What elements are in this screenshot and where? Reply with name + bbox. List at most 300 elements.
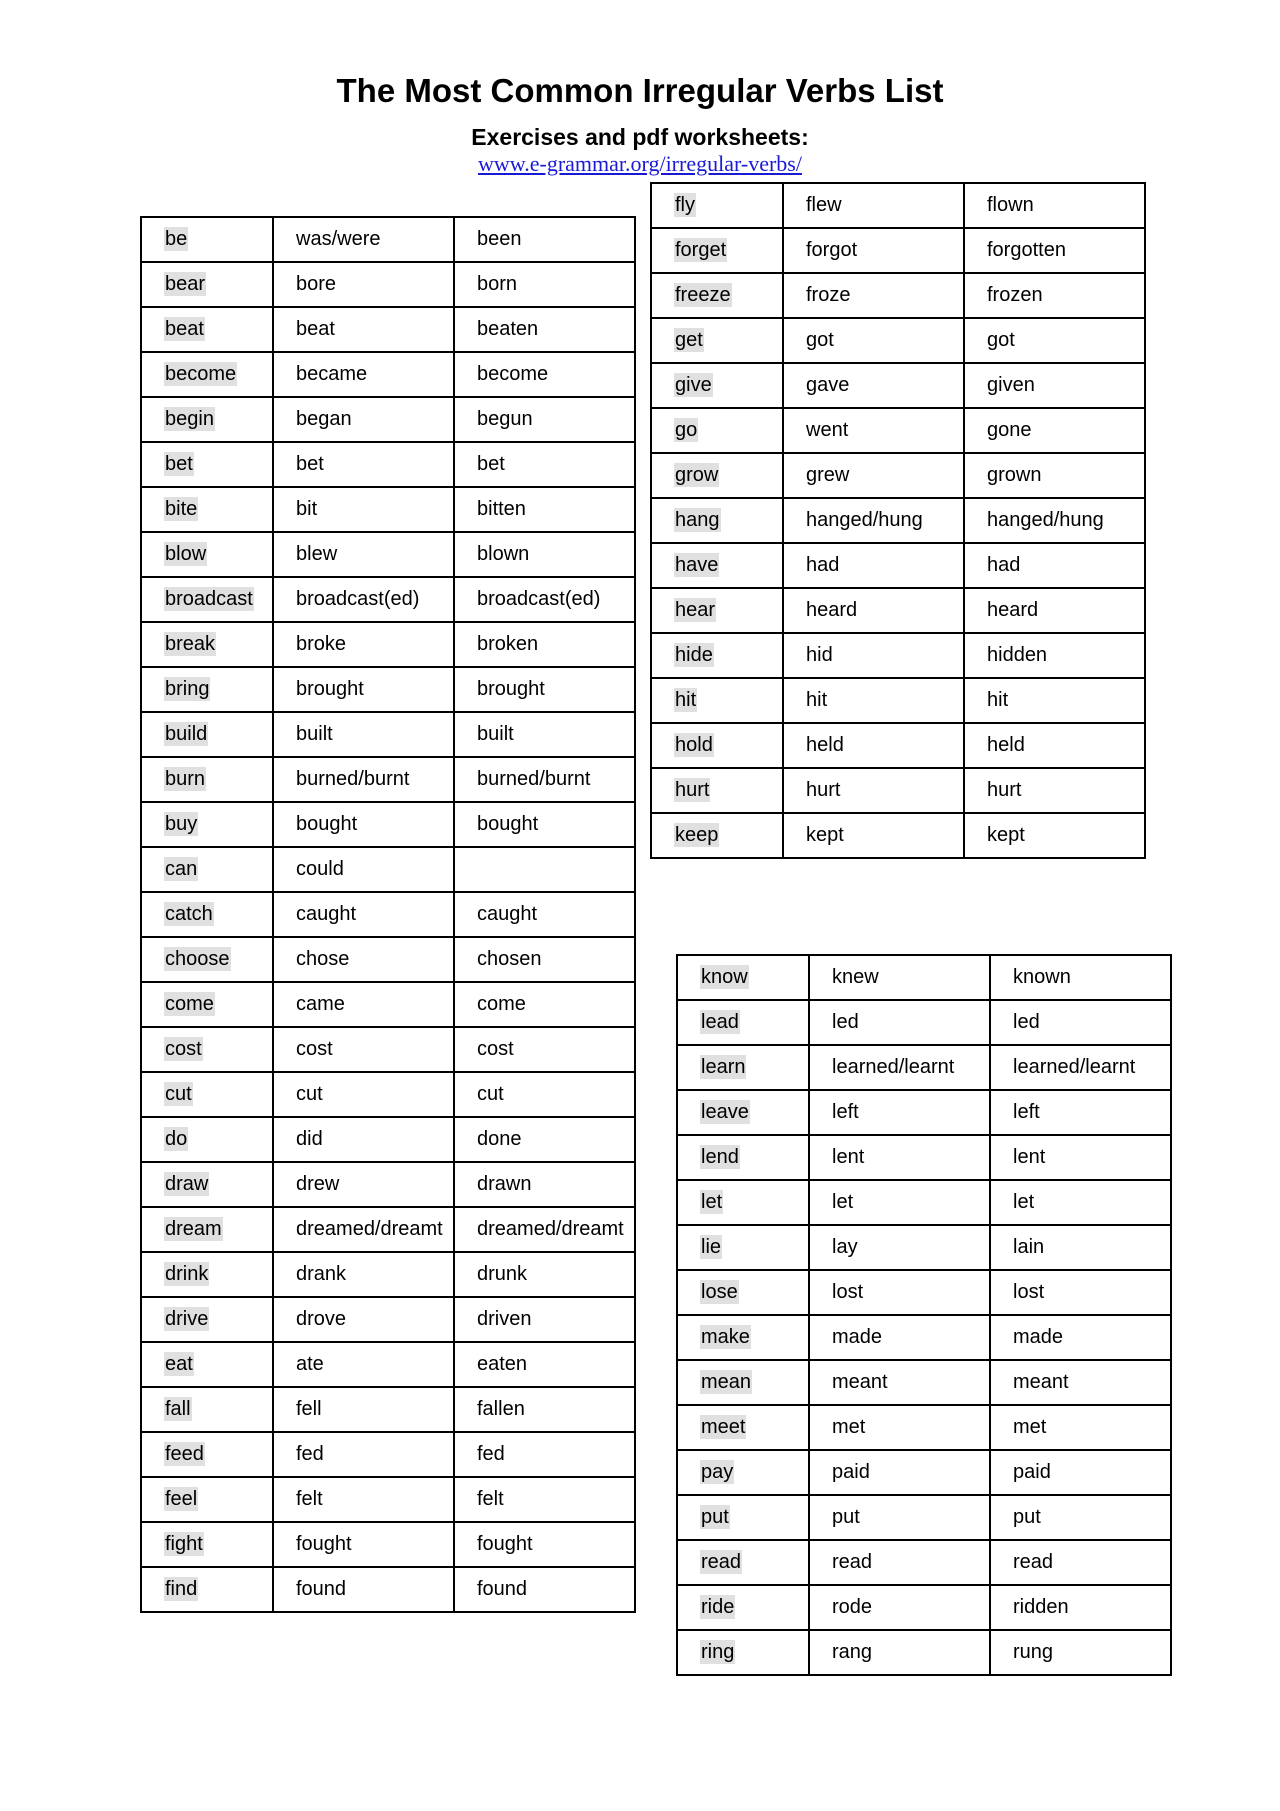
past-simple: bought [296, 813, 358, 835]
past-participle: bet [477, 453, 505, 475]
past-participle: grown [987, 464, 1042, 486]
worksheet-link-line [0, 151, 1280, 177]
past-simple-cell [273, 1342, 454, 1387]
base-form-cell [651, 723, 783, 768]
past-participle: frozen [987, 284, 1043, 306]
base-form: hide [675, 644, 713, 666]
table-row [677, 1540, 1171, 1585]
table-row [677, 1045, 1171, 1090]
past-simple: heard [806, 599, 858, 621]
past-simple-cell [273, 757, 454, 802]
past-participle-cell [964, 183, 1145, 228]
base-form: hurt [675, 779, 710, 801]
past-simple: led [832, 1011, 859, 1033]
table-row [141, 1072, 635, 1117]
table-row [141, 577, 635, 622]
past-participle-cell [454, 1387, 635, 1432]
base-form-cell [141, 1297, 273, 1342]
past-simple: drew [296, 1173, 340, 1195]
past-participle: begun [477, 408, 533, 430]
base-form-cell [677, 1180, 809, 1225]
base-form-cell [141, 1117, 273, 1162]
past-participle-cell [990, 1360, 1171, 1405]
past-simple-cell [809, 1630, 990, 1675]
past-participle: burned/burnt [477, 768, 591, 790]
table-row [651, 183, 1145, 228]
past-participle-cell [990, 1405, 1171, 1450]
past-participle-cell [454, 622, 635, 667]
base-form: read [701, 1551, 742, 1573]
past-participle: kept [987, 824, 1025, 846]
base-form-cell [141, 982, 273, 1027]
past-simple-cell [273, 442, 454, 487]
base-form-cell [651, 768, 783, 813]
past-participle-cell [990, 1315, 1171, 1360]
past-simple: began [296, 408, 352, 430]
base-form-cell [677, 1495, 809, 1540]
past-simple-cell [783, 453, 964, 498]
past-participle: fought [477, 1533, 533, 1555]
base-form-cell [651, 318, 783, 363]
base-form: break [165, 633, 216, 655]
past-participle-cell [454, 352, 635, 397]
past-simple-cell [273, 397, 454, 442]
past-simple: felt [296, 1488, 323, 1510]
base-form: beat [165, 318, 204, 340]
base-form-cell [677, 1630, 809, 1675]
past-participle-cell [964, 318, 1145, 363]
past-participle-cell [454, 442, 635, 487]
base-form: feel [165, 1488, 198, 1510]
base-form-cell [677, 1315, 809, 1360]
past-simple-cell [273, 847, 454, 892]
base-form: keep [675, 824, 719, 846]
table-row [651, 633, 1145, 678]
past-simple: cut [296, 1083, 323, 1105]
base-form-cell [141, 937, 273, 982]
base-form-cell [677, 1045, 809, 1090]
base-form-cell [677, 1360, 809, 1405]
past-participle: made [1013, 1326, 1064, 1348]
past-simple-cell [783, 723, 964, 768]
past-participle-cell [964, 543, 1145, 588]
past-simple-cell [273, 1162, 454, 1207]
base-form-cell [141, 757, 273, 802]
base-form: catch [165, 903, 213, 925]
base-form: fight [165, 1533, 203, 1555]
base-form-cell [651, 183, 783, 228]
past-simple: held [806, 734, 844, 756]
past-simple: drove [296, 1308, 347, 1330]
base-form-cell [141, 622, 273, 667]
base-form-cell [677, 955, 809, 1000]
past-simple-cell [783, 543, 964, 588]
table-row [651, 813, 1145, 858]
base-form-cell [651, 543, 783, 588]
base-form: grow [675, 464, 719, 486]
past-simple: had [806, 554, 840, 576]
table-row [141, 442, 635, 487]
past-participle: rung [1013, 1641, 1054, 1663]
base-form-cell [141, 532, 273, 577]
past-participle: fed [477, 1443, 505, 1465]
past-participle: hidden [987, 644, 1048, 666]
base-form: draw [165, 1173, 209, 1195]
past-participle: driven [477, 1308, 532, 1330]
worksheet-link[interactable]: www.e-grammar.org/irregular-verbs/ [478, 151, 802, 176]
past-participle: bitten [477, 498, 526, 520]
past-simple-cell [809, 1090, 990, 1135]
past-simple-cell [273, 1072, 454, 1117]
base-form-cell [677, 1450, 809, 1495]
past-simple: hid [806, 644, 833, 666]
past-simple: left [832, 1101, 859, 1123]
past-simple: made [832, 1326, 883, 1348]
base-form-cell [141, 1027, 273, 1072]
past-participle-cell [964, 408, 1145, 453]
past-simple-cell [783, 363, 964, 408]
past-participle: beaten [477, 318, 539, 340]
past-participle-cell [454, 577, 635, 622]
past-simple: came [296, 993, 345, 1015]
past-participle-cell [454, 1297, 635, 1342]
past-simple: grew [806, 464, 850, 486]
table-row [141, 1117, 635, 1162]
past-participle-cell [454, 1252, 635, 1297]
past-simple-cell [809, 1225, 990, 1270]
past-simple-cell [273, 1522, 454, 1567]
past-participle-cell [990, 1045, 1171, 1090]
base-form: drink [165, 1263, 209, 1285]
base-form: hang [675, 509, 720, 531]
past-simple: put [832, 1506, 860, 1528]
past-simple-cell [783, 633, 964, 678]
past-participle: chosen [477, 948, 542, 970]
base-form-cell [141, 217, 273, 262]
past-simple-cell [809, 1135, 990, 1180]
past-simple: forgot [806, 239, 858, 261]
base-form-cell [651, 678, 783, 723]
table-row [677, 1585, 1171, 1630]
past-participle: drawn [477, 1173, 532, 1195]
past-participle-cell [454, 1162, 635, 1207]
base-form: forget [675, 239, 727, 261]
past-simple-cell [273, 667, 454, 712]
base-form-cell [677, 1090, 809, 1135]
past-participle: born [477, 273, 518, 295]
base-form-cell [141, 1072, 273, 1117]
past-participle: hit [987, 689, 1009, 711]
base-form: pay [701, 1461, 734, 1483]
base-form: lend [701, 1146, 739, 1168]
base-form-cell [677, 1225, 809, 1270]
past-participle: been [477, 228, 522, 250]
base-form: do [165, 1128, 188, 1150]
base-form: eat [165, 1353, 193, 1375]
table-row [141, 847, 635, 892]
base-form-cell [141, 1432, 273, 1477]
past-participle: brought [477, 678, 545, 700]
past-participle-cell [964, 588, 1145, 633]
past-simple-cell [273, 1297, 454, 1342]
past-simple-cell [273, 937, 454, 982]
base-form-cell [141, 1252, 273, 1297]
past-participle-cell [454, 532, 635, 577]
verb-table-3 [676, 954, 1172, 1676]
past-participle-cell [964, 768, 1145, 813]
past-participle: drunk [477, 1263, 528, 1285]
past-simple-cell [809, 1405, 990, 1450]
table-row [141, 1477, 635, 1522]
past-participle: broken [477, 633, 539, 655]
past-simple-cell [273, 307, 454, 352]
table-row [677, 1000, 1171, 1045]
past-simple: hanged/hung [806, 509, 923, 531]
past-participle-cell [454, 397, 635, 442]
past-participle-cell [964, 723, 1145, 768]
past-simple-cell [809, 1045, 990, 1090]
base-form: freeze [675, 284, 731, 306]
past-simple-cell [273, 1027, 454, 1072]
base-form-cell [651, 363, 783, 408]
base-form-cell [651, 813, 783, 858]
base-form-cell [141, 667, 273, 712]
base-form: broadcast [165, 588, 253, 610]
past-participle-cell [990, 1630, 1171, 1675]
base-form-cell [141, 397, 273, 442]
past-participle-cell [454, 712, 635, 757]
base-form: come [165, 993, 214, 1015]
base-form: fall [165, 1398, 191, 1420]
past-participle-cell [454, 307, 635, 352]
past-participle-cell [454, 1207, 635, 1252]
table-row [677, 955, 1171, 1000]
past-participle-cell [990, 1225, 1171, 1270]
table-row [141, 1252, 635, 1297]
base-form-cell [651, 408, 783, 453]
base-form-cell [141, 802, 273, 847]
past-participle: paid [1013, 1461, 1051, 1483]
past-simple-cell [273, 892, 454, 937]
base-form: hit [675, 689, 697, 711]
past-participle-cell [990, 1585, 1171, 1630]
table-row [651, 588, 1145, 633]
base-form-cell [141, 442, 273, 487]
base-form: buy [165, 813, 198, 835]
past-simple-cell [783, 678, 964, 723]
base-form: blow [165, 543, 207, 565]
past-simple: flew [806, 194, 842, 216]
past-simple: meant [832, 1371, 888, 1393]
past-participle: eaten [477, 1353, 528, 1375]
table-row [141, 352, 635, 397]
past-simple-cell [783, 318, 964, 363]
past-simple-cell [273, 982, 454, 1027]
past-simple: beat [296, 318, 335, 340]
base-form: cut [165, 1083, 192, 1105]
base-form: lead [701, 1011, 739, 1033]
base-form: know [701, 966, 748, 988]
past-simple: dreamed/dreamt [296, 1218, 443, 1240]
base-form: bring [165, 678, 210, 700]
table-row [651, 408, 1145, 453]
past-simple-cell [783, 498, 964, 543]
base-form-cell [141, 892, 273, 937]
past-participle-cell [964, 363, 1145, 408]
table-row [677, 1180, 1171, 1225]
past-participle: read [1013, 1551, 1054, 1573]
base-form: lose [701, 1281, 738, 1303]
past-participle: had [987, 554, 1021, 576]
past-participle: caught [477, 903, 538, 925]
past-participle-cell [454, 1432, 635, 1477]
table-row [141, 712, 635, 757]
table-row [677, 1090, 1171, 1135]
table-row [651, 453, 1145, 498]
past-participle: hanged/hung [987, 509, 1104, 531]
past-participle-cell [454, 1027, 635, 1072]
past-simple-cell [273, 1207, 454, 1252]
past-participle: dreamed/dreamt [477, 1218, 624, 1240]
past-simple-cell [273, 1477, 454, 1522]
base-form-cell [677, 1585, 809, 1630]
past-participle: cut [477, 1083, 504, 1105]
past-participle-cell [990, 1180, 1171, 1225]
past-simple: ate [296, 1353, 324, 1375]
table-row [677, 1495, 1171, 1540]
base-form: go [675, 419, 698, 441]
past-simple: did [296, 1128, 323, 1150]
past-simple-cell [809, 1495, 990, 1540]
past-participle-cell [454, 262, 635, 307]
past-participle-cell [454, 892, 635, 937]
base-form: become [165, 363, 237, 385]
past-simple: lent [832, 1146, 865, 1168]
past-participle: meant [1013, 1371, 1069, 1393]
verb-table-1 [140, 216, 636, 1613]
table-row [677, 1360, 1171, 1405]
past-participle: fallen [477, 1398, 525, 1420]
past-participle: done [477, 1128, 522, 1150]
base-form: cost [165, 1038, 202, 1060]
past-participle-cell [964, 678, 1145, 723]
base-form-cell [651, 273, 783, 318]
page-subtitle: Exercises and pdf worksheets: [471, 124, 809, 150]
past-participle: become [477, 363, 549, 385]
past-simple-cell [809, 1540, 990, 1585]
verb-table-2 [650, 182, 1146, 859]
past-simple: drank [296, 1263, 347, 1285]
table-row [677, 1135, 1171, 1180]
page-title: The Most Common Irregular Verbs List [336, 72, 944, 109]
base-form: ring [701, 1641, 735, 1663]
past-simple: gave [806, 374, 850, 396]
base-form: leave [701, 1101, 749, 1123]
past-participle-cell [964, 228, 1145, 273]
table-row [141, 1522, 635, 1567]
base-form-cell [141, 1207, 273, 1252]
past-participle-cell [964, 813, 1145, 858]
table-row [141, 982, 635, 1027]
table-row [677, 1450, 1171, 1495]
past-simple-cell [809, 1450, 990, 1495]
past-participle: come [477, 993, 526, 1015]
table-row [651, 678, 1145, 723]
past-participle: heard [987, 599, 1039, 621]
past-simple: learned/learnt [832, 1056, 955, 1078]
past-participle-cell [990, 1540, 1171, 1585]
base-form: build [165, 723, 208, 745]
past-participle-cell [990, 1270, 1171, 1315]
base-form: meet [701, 1416, 746, 1438]
past-simple-cell [809, 1000, 990, 1045]
base-form: give [675, 374, 712, 396]
table-row [141, 667, 635, 712]
past-simple-cell [273, 532, 454, 577]
past-participle: cost [477, 1038, 514, 1060]
past-simple-cell [273, 1117, 454, 1162]
base-form-cell [141, 1477, 273, 1522]
base-form-cell [651, 453, 783, 498]
past-participle: lain [1013, 1236, 1045, 1258]
past-simple: hurt [806, 779, 841, 801]
base-form-cell [141, 1387, 273, 1432]
table-row [677, 1630, 1171, 1675]
past-participle: ridden [1013, 1596, 1069, 1618]
past-simple: went [806, 419, 849, 441]
past-simple: lay [832, 1236, 858, 1258]
past-participle: got [987, 329, 1015, 351]
base-form-cell [677, 1540, 809, 1585]
past-simple-cell [273, 217, 454, 262]
base-form: have [675, 554, 719, 576]
past-simple-cell [273, 1567, 454, 1612]
past-simple-cell [783, 228, 964, 273]
past-simple-cell [783, 588, 964, 633]
past-simple-cell [783, 768, 964, 813]
base-form-cell [141, 712, 273, 757]
past-participle-cell [454, 1072, 635, 1117]
past-simple-cell [783, 813, 964, 858]
past-participle-cell [964, 633, 1145, 678]
past-participle-cell [990, 1495, 1171, 1540]
past-participle: found [477, 1578, 528, 1600]
table-row [141, 802, 635, 847]
base-form-cell [651, 228, 783, 273]
past-participle: flown [987, 194, 1034, 216]
past-simple: burned/burnt [296, 768, 410, 790]
table-row [141, 1027, 635, 1072]
past-simple: fed [296, 1443, 324, 1465]
past-simple-cell [273, 1432, 454, 1477]
past-simple: bet [296, 453, 324, 475]
table-row [141, 397, 635, 442]
table-row [651, 543, 1145, 588]
table-row [141, 307, 635, 352]
base-form-cell [141, 1567, 273, 1612]
base-form: feed [165, 1443, 204, 1465]
past-participle-cell [454, 487, 635, 532]
table-row [141, 1207, 635, 1252]
past-participle-cell [454, 1117, 635, 1162]
table-row [141, 937, 635, 982]
base-form: learn [701, 1056, 746, 1078]
base-form: lie [701, 1236, 722, 1258]
past-simple: became [296, 363, 368, 385]
past-participle-cell [454, 217, 635, 262]
past-participle-cell [454, 667, 635, 712]
base-form: hold [675, 734, 713, 756]
